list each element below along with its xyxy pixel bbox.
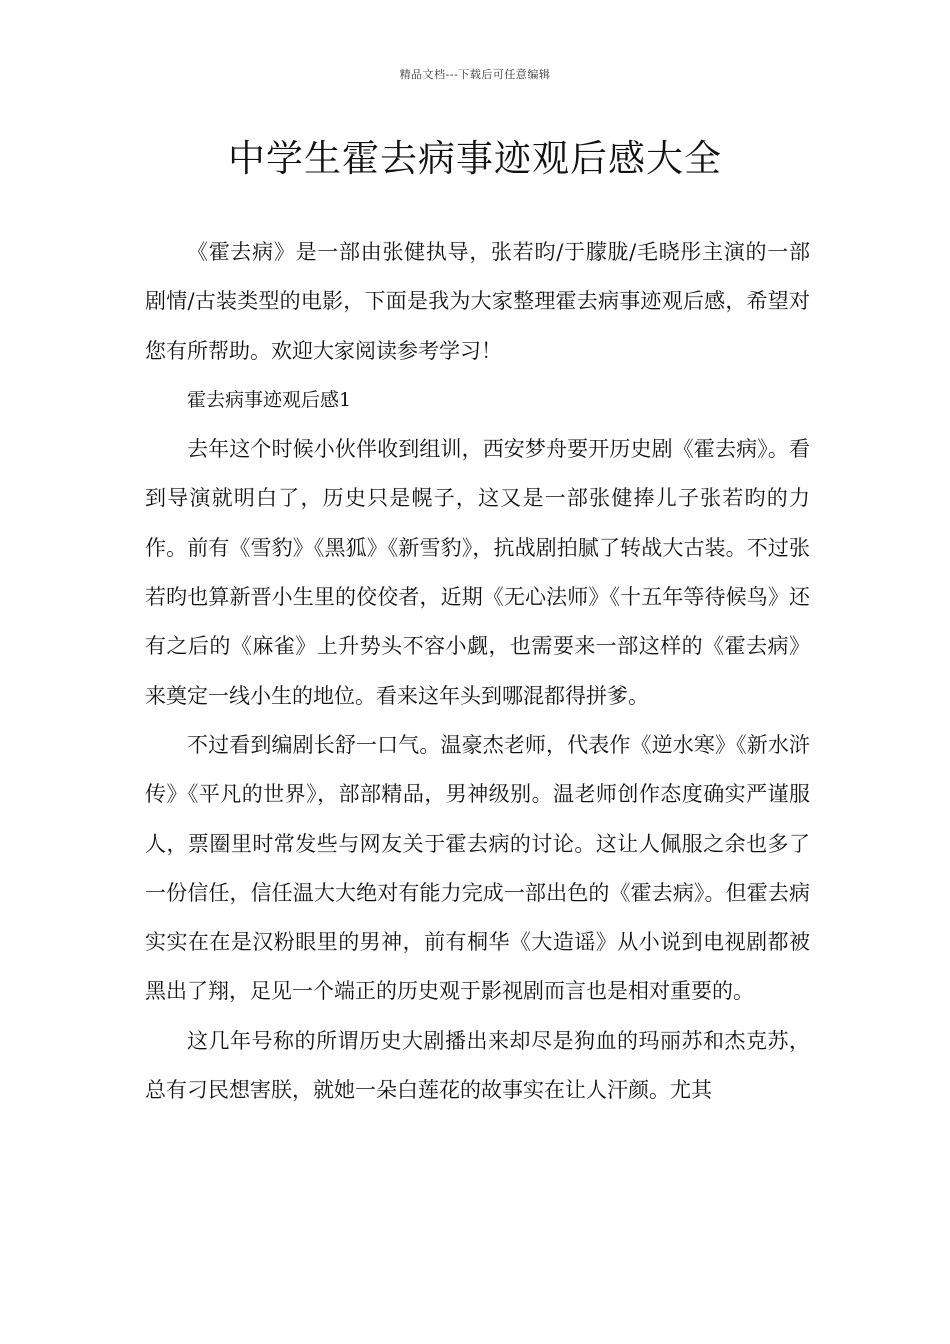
document-body <box>145 228 810 1115</box>
paragraph: 这几年号称的所谓历史大剧播出来却尽是狗血的玛丽苏和杰克苏，总有刁民想害朕，就她一朵白莲花的故事实在让人汗颜。尤其 <box>145 1028 810 1103</box>
section-heading: 霍去病事迹观后感1 <box>187 388 352 411</box>
document-title: 中学生霍去病事迹观后感大全 <box>228 137 722 180</box>
intro-paragraph: 《霍去病》是一部由张健执导，张若昀/于朦胧/毛晓彤主演的一部剧情/古装类型的电影，下面是我为大家整理霍去病事迹观后感，希望对您有所帮助。欢迎大家阅读参考学习！ <box>145 240 810 363</box>
header-note: 精品文档---下载后可任意编辑 <box>399 68 551 81</box>
paragraph: 去年这个时候小伙伴收到组训，西安梦舟要开历史剧《霍去病》。看到导演就明白了，历史只是幌子，这又是一部张健捧儿子张若昀的力作。前有《雪豹》《黑狐》《新雪豹》，抗战剧拍腻了转战大古装。不过张若昀也算新晋小生里的佼佼者，近期《无心法师》《十五年等待候鸟》还有之后的《麻雀》上升势头不容小觑，也需要来一部这样的《霍去病》来奠定一线小生的地位。看来这年头到哪混都得拼爹。 <box>145 437 810 708</box>
paragraph: 不过看到编剧长舒一口气。温豪杰老师，代表作《逆水寒》《新水浒传》《平凡的世界》，部部精品，男神级别。温老师创作态度确实严谨服人，票圈里时常发些与网友关于霍去病的讨论。这让人佩服之余也多了一份信任，信任温大大绝对有能力完成一部出色的《霍去病》。但霍去病实实在在是汉粉眼里的男神，前有桐华《大造谣》从小说到电视剧都被黑出了翔，足见一个端正的历史观于影视剧而言也是相对重要的。 <box>145 732 810 1004</box>
